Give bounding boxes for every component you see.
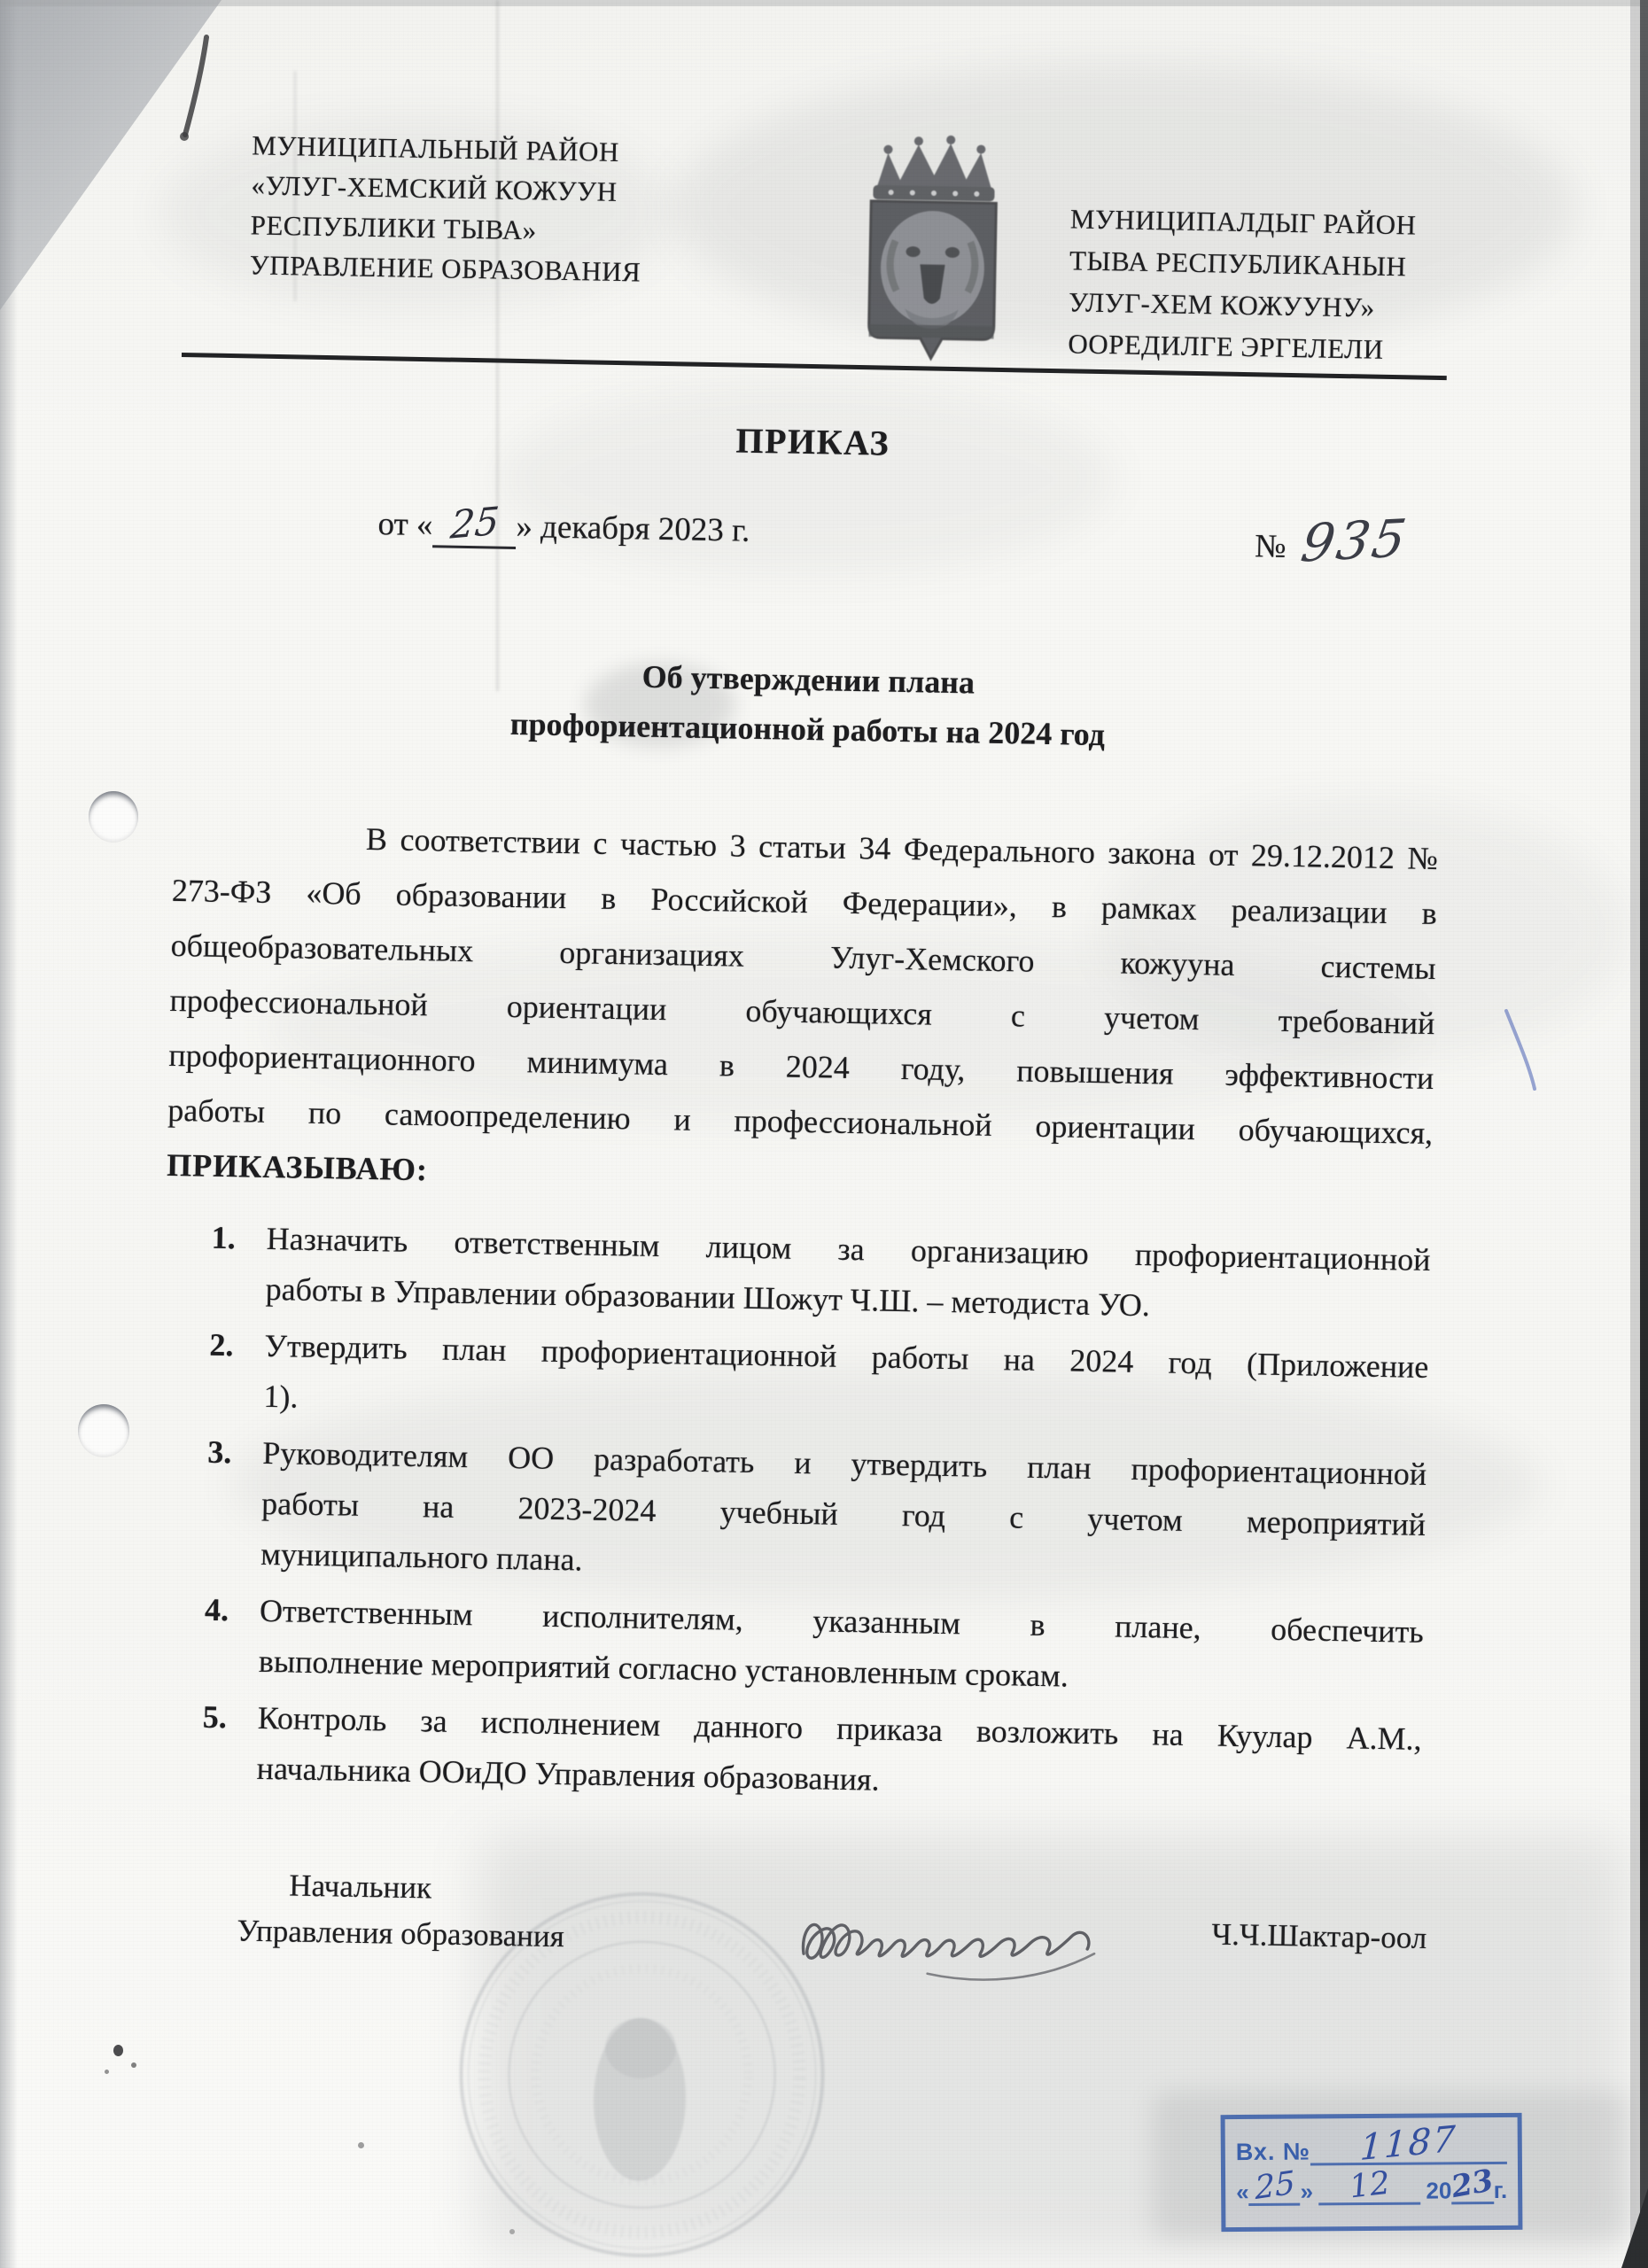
handwritten-order-number: 935 [1297, 507, 1413, 574]
item-line: начальника ООиДО Управления образования. [256, 1750, 880, 1798]
order-item [157, 1584, 1424, 1708]
stamp-year-suffix: г. [1493, 2176, 1508, 2204]
coat-of-arms-icon [840, 133, 1026, 369]
handwritten-stamp-month: 12 [1347, 2164, 1392, 2206]
body-line: общеобразовательных организациях Улуг-Хемского кожууна системы [170, 927, 1436, 987]
order-number-block [1254, 507, 1413, 574]
stamp-year-group [1426, 2163, 1508, 2206]
date-prefix: от « [377, 506, 433, 544]
item-number: 1. [211, 1219, 237, 1256]
item-number: 4. [204, 1591, 229, 1628]
body-line: 273-ФЗ «Об образовании в Российской Федерации», в рамках реализации в [171, 872, 1438, 932]
item-line: работы на 2023-2024 учебный год с учетом мероприятий [260, 1485, 1426, 1542]
handwritten-day: 25 [447, 499, 501, 548]
subject-line: профориентационной работы на 2024 год [509, 705, 1106, 753]
number-label: № [1254, 528, 1287, 565]
item-line: работы в Управлении образовании Шожут Ч.Ш. – методиста УО. [265, 1270, 1151, 1324]
item-line: выполнение мероприятий согласно установленным срокам. [258, 1643, 1069, 1694]
item-number: 5. [202, 1698, 228, 1736]
item-number: 3. [206, 1433, 232, 1471]
item-line: Контроль за исполнением данного приказа возложить на Куулар А.М., [257, 1699, 1422, 1757]
body-line: В соответствии с частью 3 статьи 34 Федерального закона от 29.12.2012 № [365, 820, 1439, 877]
item-number: 2. [209, 1326, 234, 1363]
order-body [155, 808, 1438, 1821]
handwritten-stamp-year: 23 [1449, 2163, 1496, 2206]
stamp-month-underline [1318, 2164, 1421, 2206]
stamp-quote-open: « [1236, 2178, 1249, 2206]
org-name-russian [249, 125, 712, 292]
stamp-quote-close: » [1300, 2178, 1314, 2205]
org-line: МУНИЦИПАЛЬНЫЙ РАЙОН [252, 129, 620, 168]
org-line: РЕСПУБЛИКИ ТЫВА» [250, 209, 537, 246]
item-line: Назначить ответственным лицом за организацию профориентационной [266, 1220, 1431, 1278]
order-item [162, 1319, 1429, 1443]
order-subject [175, 643, 1442, 765]
order-item [164, 1212, 1431, 1336]
stamp-year-underline [1449, 2163, 1496, 2206]
org-line: ТЫВА РЕСПУБЛИКАНЫН [1069, 245, 1407, 283]
date-day-underline [432, 501, 517, 549]
stamp-date-row [1236, 2163, 1508, 2208]
stamp-number-row [1235, 2118, 1507, 2170]
order-items-list [155, 1212, 1431, 1815]
body-line: работы по самоопределению и профессиональной ориентации обучающихся, [167, 1091, 1434, 1152]
order-title: ПРИКАЗ [735, 420, 890, 463]
signature-icon [794, 1897, 1101, 2004]
order-date-line [377, 500, 750, 554]
stamp-year-prefix: 20 [1426, 2177, 1452, 2204]
handwritten-incoming-number: 1187 [1359, 2118, 1458, 2170]
org-line: ООРЕДИЛГЕ ЭРГЕЛЕЛИ [1068, 328, 1384, 365]
org-line: УЛУГ-ХЕМ КОЖУУНУ» [1068, 286, 1375, 323]
item-line: Ответственным исполнителям, указанным в плане, обеспечить [259, 1592, 1425, 1650]
org-line: МУНИЦИПАЛДЫГ РАЙОН [1069, 203, 1417, 241]
item-line: 1). [263, 1378, 299, 1415]
signer-name: Ч.Ч.Шактар-оол [1211, 1916, 1427, 1956]
date-suffix: » декабря 2023 г. [516, 508, 750, 549]
signer-position-line: Начальник [288, 1868, 432, 1906]
incoming-registration-stamp [1221, 2113, 1523, 2232]
subject-line: Об утверждении плана [641, 658, 976, 701]
org-line: УПРАВЛЕНИЕ ОБРАЗОВАНИЯ [249, 249, 641, 288]
stamp-day-underline [1248, 2164, 1300, 2208]
org-name-tuvan [1068, 198, 1513, 372]
order-item [159, 1426, 1427, 1601]
item-line: Руководителям ОО разработать и утвердить план профориентационной [261, 1434, 1427, 1492]
body-line: профориентационного минимума в 2024 году, повышения эффективности [168, 1037, 1434, 1097]
stamp-number-label: Вх. № [1235, 2138, 1311, 2166]
decree-word: ПРИКАЗЫВАЮ: [166, 1146, 429, 1188]
body-line: профессиональной ориентации обучающихся с учетом требований [169, 982, 1435, 1042]
item-line: Утвердить план профориентационной работы на 2024 год (Приложение [264, 1327, 1429, 1385]
signer-position [237, 1861, 565, 1960]
stamp-number-underline [1310, 2118, 1507, 2170]
org-line: «УЛУГ-ХЕМСКИЙ КОЖУУН [251, 169, 618, 207]
handwritten-stamp-day: 25 [1254, 2164, 1296, 2208]
item-line: муниципального плана. [260, 1535, 583, 1578]
order-item [155, 1691, 1422, 1815]
signer-position-line: Управления образования [237, 1913, 565, 1954]
